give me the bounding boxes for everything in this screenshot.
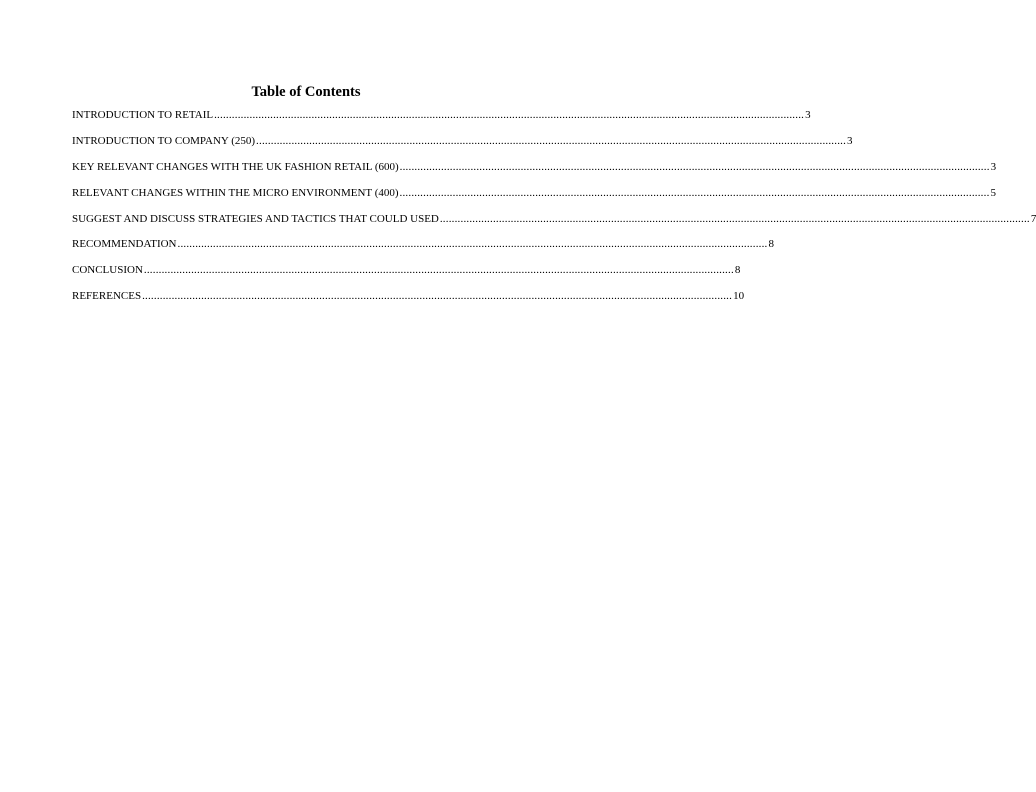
toc-entry-text: INTRODUCTION TO RETAIL [72, 109, 214, 121]
toc-entry-introduction-to-company[interactable] [72, 134, 853, 160]
toc-dot-leader: ........................................................................................................................................................................................................ [439, 212, 1030, 225]
toc-entry-strategies-and-tactics[interactable] [72, 212, 1036, 238]
toc-dot-leader: ........................................................................................................................................................................................................ [256, 134, 847, 147]
toc-page-number: 10 [733, 290, 745, 303]
toc-entry-references[interactable] [72, 289, 745, 315]
toc-entry-text: SUGGEST AND DISCUSS STRATEGIES AND TACTICS THAT COULD USED [72, 212, 439, 225]
toc-dot-leader: ........................................................................................................................................................................................................ [399, 186, 990, 199]
toc-entry-text: RECOMMENDATION [72, 238, 177, 251]
toc-entry-recommendation[interactable] [72, 237, 774, 263]
toc-entry-text: RELEVANT CHANGES WITHIN THE MICRO ENVIRONMENT (400) [72, 186, 399, 199]
toc-page-number: 3 [805, 109, 811, 121]
toc-entry-text: REFERENCES [72, 290, 142, 303]
toc-dot-leader: ........................................................................................................................................................................................................ [214, 109, 805, 121]
toc-entry-conclusion[interactable] [72, 263, 741, 289]
toc-page-number: 3 [847, 134, 853, 147]
toc-dot-leader: ........................................................................................................................................................................................................ [399, 160, 990, 173]
toc-dot-leader: ........................................................................................................................................................................................................ [177, 238, 768, 251]
toc-dot-leader: ........................................................................................................................................................................................................ [143, 264, 734, 277]
toc-entry-micro-environment[interactable] [72, 186, 997, 212]
toc-title: Table of Contents [251, 84, 361, 100]
toc-list [72, 108, 1036, 315]
toc-entry-key-relevant-changes[interactable] [72, 160, 997, 186]
toc-page-number: 7 [1030, 212, 1036, 225]
toc-page-number: 3 [990, 160, 997, 173]
toc-page-number: 8 [734, 264, 741, 277]
toc-entry-text: CONCLUSION [72, 264, 143, 277]
toc-dot-leader: ........................................................................................................................................................................................................ [142, 290, 733, 303]
toc-page-number: 5 [990, 186, 997, 199]
toc-entry-text: KEY RELEVANT CHANGES WITH THE UK FASHION RETAIL (600) [72, 160, 399, 173]
toc-entry-introduction-to-retail[interactable] [72, 108, 811, 134]
toc-page-number: 8 [768, 238, 774, 251]
toc-entry-text: INTRODUCTION TO COMPANY (250) [72, 134, 256, 147]
